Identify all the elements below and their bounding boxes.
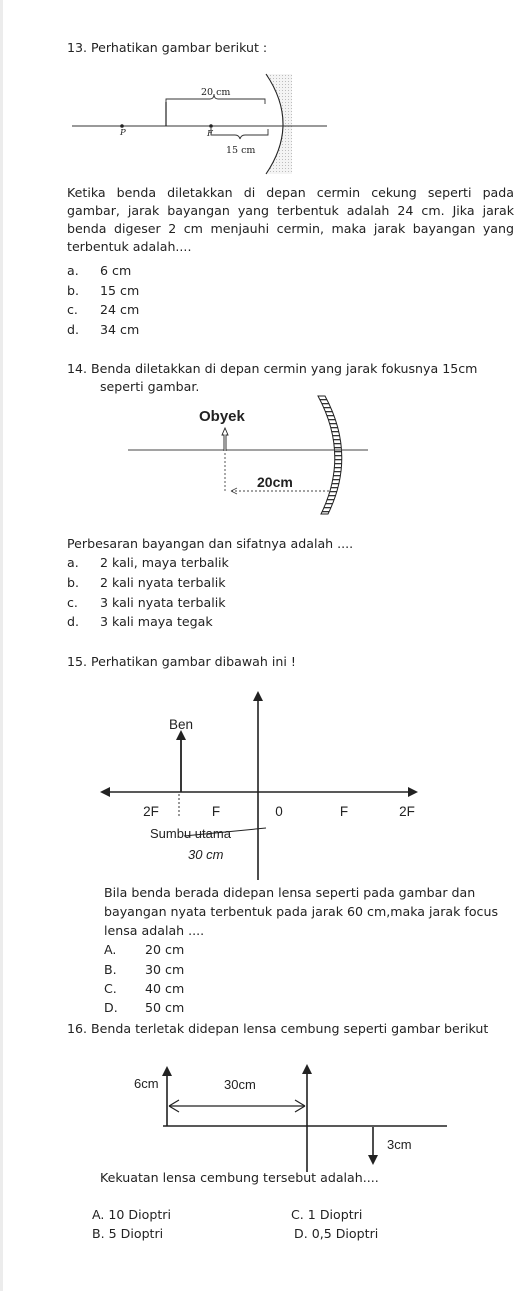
q14-body: Perbesaran bayangan dan sifatnya adalah .... bbox=[67, 536, 354, 551]
q15-option-d-text: 50 cm bbox=[145, 1000, 185, 1015]
q15-label-sumbu-utama: Sumbu utama bbox=[150, 826, 231, 841]
q15-body-line2: bayangan nyata terbentuk pada jarak 60 cm,maka jarak focus bbox=[104, 904, 499, 919]
q13-option-d-label: d. bbox=[67, 322, 79, 337]
q14-label-20cm: 20cm bbox=[257, 474, 293, 490]
q15-lens-figure bbox=[100, 690, 420, 880]
q15-label-2f-right: 2F bbox=[399, 804, 415, 819]
q13-point-f bbox=[209, 124, 213, 128]
q15-option-c-label: C. bbox=[104, 981, 117, 996]
page-left-edge bbox=[0, 0, 3, 1291]
q14-title-line2: seperti gambar. bbox=[100, 379, 200, 394]
q16-convex-lens-figure bbox=[125, 1060, 450, 1172]
q14-option-c-text: 3 kali nyata terbalik bbox=[100, 595, 226, 610]
q16-body: Kekuatan lensa cembung tersebut adalah.... bbox=[100, 1170, 379, 1185]
q16-label-3cm: 3cm bbox=[387, 1137, 412, 1152]
q16-option-d[interactable]: D. 0,5 Dioptri bbox=[294, 1226, 379, 1241]
q15-title: 15. Perhatikan gambar dibawah ini ! bbox=[67, 654, 296, 669]
q14-option-c-label: c. bbox=[67, 595, 78, 610]
q13-body: Ketika benda diletakkan di depan cermin cekung seperti pada gambar, jarak bayangan yang terbentuk adalah 24 cm. Jika jarak benda digeser 2 cm menjauhi cermin, maka jarak bayangan yang terbentuk adalah.... bbox=[67, 185, 514, 254]
q14-option-b[interactable] bbox=[67, 574, 317, 591]
q16-lens-top-arrowhead bbox=[302, 1064, 312, 1074]
q15-label-f-right: F bbox=[339, 804, 349, 819]
q16-object-arrowhead bbox=[162, 1066, 172, 1076]
q15-label-30cm: 30 cm bbox=[188, 847, 224, 862]
q16-label-6cm: 6cm bbox=[134, 1076, 159, 1091]
q14-option-a-text: 2 kali, maya terbalik bbox=[100, 555, 229, 570]
q13-option-b-label: b. bbox=[67, 283, 79, 298]
q13-option-b[interactable] bbox=[67, 282, 267, 299]
q16-option-c[interactable]: C. 1 Dioptri bbox=[291, 1207, 363, 1222]
q14-mirror bbox=[318, 396, 342, 514]
q15-body-line1: Bila benda berada didepan lensa seperti pada gambar dan bbox=[104, 885, 476, 900]
q14-option-d-label: d. bbox=[67, 614, 79, 629]
q15-option-c[interactable] bbox=[104, 980, 254, 997]
q16-title: 16. Benda terletak didepan lensa cembung seperti gambar berikut bbox=[67, 1021, 489, 1036]
q14-title: 14. Benda diletakkan di depan cermin yang jarak fokusnya 15cm bbox=[67, 361, 478, 376]
q15-body-line3: lensa adalah .... bbox=[104, 923, 205, 938]
q15-label-0: 0 bbox=[275, 804, 283, 819]
q16-label-30cm: 30cm bbox=[224, 1077, 256, 1092]
q14-label-obyek: Obyek bbox=[199, 408, 245, 425]
q13-label-15cm: 15 cm bbox=[226, 145, 256, 156]
q14-object-arrow bbox=[222, 428, 228, 451]
q13-option-a-label: a. bbox=[67, 263, 79, 278]
q13-option-c-label: c. bbox=[67, 302, 78, 317]
q14-option-b-text: 2 kali nyata terbalik bbox=[100, 575, 226, 590]
q16-image-arrowhead bbox=[368, 1155, 378, 1165]
q15-option-a[interactable] bbox=[104, 941, 254, 958]
q15-label-f-left: F bbox=[211, 804, 221, 819]
q16-option-a[interactable]: A. 10 Dioptri bbox=[92, 1207, 171, 1222]
q13-option-a[interactable] bbox=[67, 262, 267, 279]
q13-option-c[interactable] bbox=[67, 301, 267, 318]
q14-option-d-text: 3 kali maya tegak bbox=[100, 614, 213, 629]
q15-option-b-label: B. bbox=[104, 962, 117, 977]
q15-option-b-text: 30 cm bbox=[145, 962, 185, 977]
q13-brace-15cm bbox=[211, 128, 268, 139]
q13-title: 13. Perhatikan gambar berikut : bbox=[67, 40, 268, 55]
q13-label-20cm: 20 cm bbox=[201, 87, 231, 98]
q14-option-a[interactable] bbox=[67, 554, 317, 571]
q15-axis-left-arrowhead bbox=[100, 787, 110, 797]
q15-axis-right-arrowhead bbox=[408, 787, 418, 797]
q13-option-d-text: 34 cm bbox=[100, 322, 140, 337]
q15-option-c-text: 40 cm bbox=[145, 981, 185, 996]
q14-concave-mirror-figure bbox=[128, 395, 373, 517]
q13-mirror-hatch bbox=[266, 74, 292, 174]
q15-option-a-text: 20 cm bbox=[145, 942, 185, 957]
q14-option-c[interactable] bbox=[67, 594, 317, 611]
q14-option-b-label: b. bbox=[67, 575, 79, 590]
q13-option-c-text: 24 cm bbox=[100, 302, 140, 317]
q15-label-2f-left: 2F bbox=[143, 804, 159, 819]
q13-option-a-text: 6 cm bbox=[100, 263, 132, 278]
q13-label-f: F bbox=[207, 129, 213, 139]
q15-option-b[interactable] bbox=[104, 961, 254, 978]
q13-concave-mirror-figure bbox=[60, 72, 335, 177]
q15-option-d-label: D. bbox=[104, 1000, 118, 1015]
q13-option-d[interactable] bbox=[67, 321, 267, 338]
q14-option-d[interactable] bbox=[67, 613, 317, 630]
q15-option-a-label: A. bbox=[104, 942, 117, 957]
q14-option-a-label: a. bbox=[67, 555, 79, 570]
q13-option-b-text: 15 cm bbox=[100, 283, 140, 298]
q15-option-d[interactable] bbox=[104, 999, 254, 1016]
q15-lens-top-arrowhead bbox=[253, 691, 263, 701]
q13-label-p: P bbox=[120, 128, 126, 138]
q16-option-b[interactable]: B. 5 Dioptri bbox=[92, 1226, 164, 1241]
q15-label-ben: Ben bbox=[169, 717, 194, 732]
